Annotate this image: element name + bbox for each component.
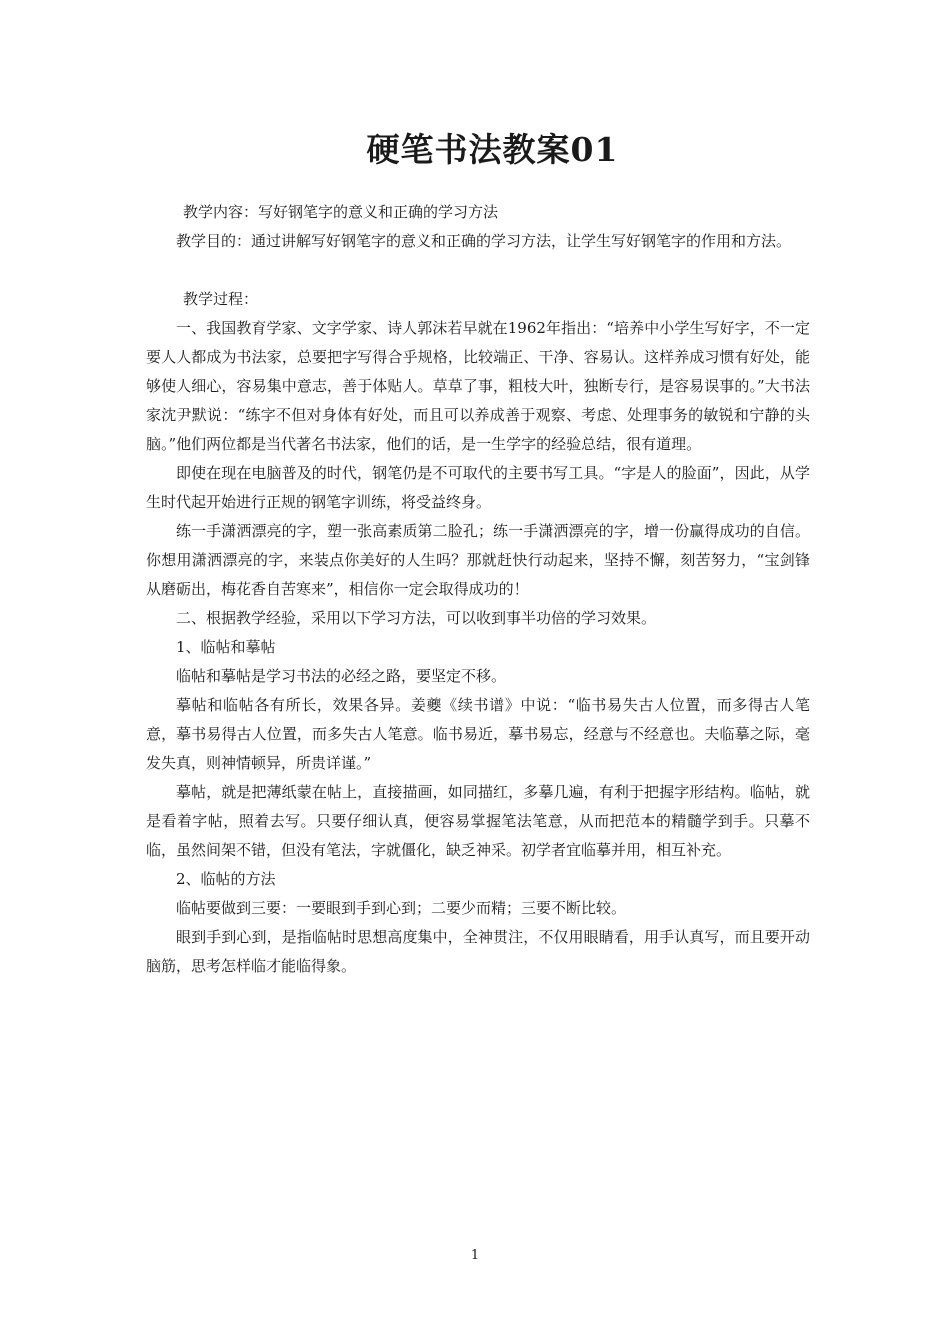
paragraph-teaching-content: 教学内容：写好钢笔字的意义和正确的学习方法 bbox=[183, 203, 499, 221]
paragraph: 二、根据教学经验，采用以下学习方法，可以收到事半功倍的学习效果。 bbox=[176, 609, 657, 627]
paragraph: 摹帖，就是把薄纸蒙在帖上，直接描画，如同描红，多摹几遍，有利于把握字形结构。临帖，就是看着字帖，照着去写。只要仔细认真，便容易掌握笔法笔意，从而把范本的精髓学到手。只摹不临，虽然间架不错，但没有笔法，字就僵化，缺乏神采。初学者宜临摹并用，相互补充。 bbox=[146, 783, 810, 859]
paragraph: 临帖要做到三要：一要眼到手到心到；二要少而精；三要不断比较。 bbox=[176, 899, 627, 917]
paragraph: 练一手潇洒漂亮的字，塑一张高素质第二脸孔；练一手潇洒漂亮的字，增一份赢得成功的自信。你想用潇洒漂亮的字，来装点你美好的人生吗？那就赶快行动起来，坚持不懈，刻苦努力，“宝剑锋从磨砺出，梅花香自苦寒来”，相信你一定会取得成功的！ bbox=[146, 522, 810, 598]
paragraph: 临帖和摹帖是学习书法的必经之路，要坚定不移。 bbox=[176, 667, 507, 685]
paragraph: 摹帖和临帖各有所长，效果各异。姜夔《续书谱》中说：“临书易失古人位置，而多得古人笔意，摹书易得古人位置，而多失古人笔意。临书易近，摹书易忘，经意与不经意也。夫临摹之际，毫发失真，则神情顿异，所贵详谨。” bbox=[146, 696, 810, 772]
page-number: 1 bbox=[470, 1248, 480, 1263]
paragraph: 即使在现在电脑普及的时代，钢笔仍是不可取代的主要书写工具。“字是人的脸面”，因此，从学生时代起开始进行正规的钢笔字训练，将受益终身。 bbox=[146, 464, 810, 511]
paragraph-teaching-process: 教学过程： bbox=[183, 290, 259, 308]
document-title: 硬笔书法教案01 bbox=[366, 130, 619, 169]
section-heading: 1、临帖和摹帖 bbox=[176, 638, 276, 656]
section-heading: 2、临帖的方法 bbox=[176, 870, 276, 888]
paragraph: 眼到手到心到，是指临帖时思想高度集中，全神贯注，不仅用眼睛看，用手认真写，而且要开动脑筋，思考怎样临才能临得象。 bbox=[146, 928, 810, 975]
document-body bbox=[146, 198, 810, 981]
paragraph: 一、我国教育学家、文字学家、诗人郭沫若早就在1962年指出：“培养中小学生写好字，不一定要人人都成为书法家，总要把字写得合乎规格，比较端正、干净、容易认。这样养成习惯有好处，能够使人细心，容易集中意志，善于体贴人。草草了事，粗枝大叶，独断专行，是容易误事的。”大书法家沈尹默说：“练字不但对身体有好处，而且可以养成善于观察、考虑、处理事务的敏锐和宁静的头脑。”他们两位都是当代著名书法家，他们的话，是一生学字的经验总结，很有道理。 bbox=[146, 319, 810, 453]
paragraph-teaching-goal: 教学目的：通过讲解写好钢笔字的意义和正确的学习方法，让学生写好钢笔字的作用和方法。 bbox=[176, 232, 792, 250]
